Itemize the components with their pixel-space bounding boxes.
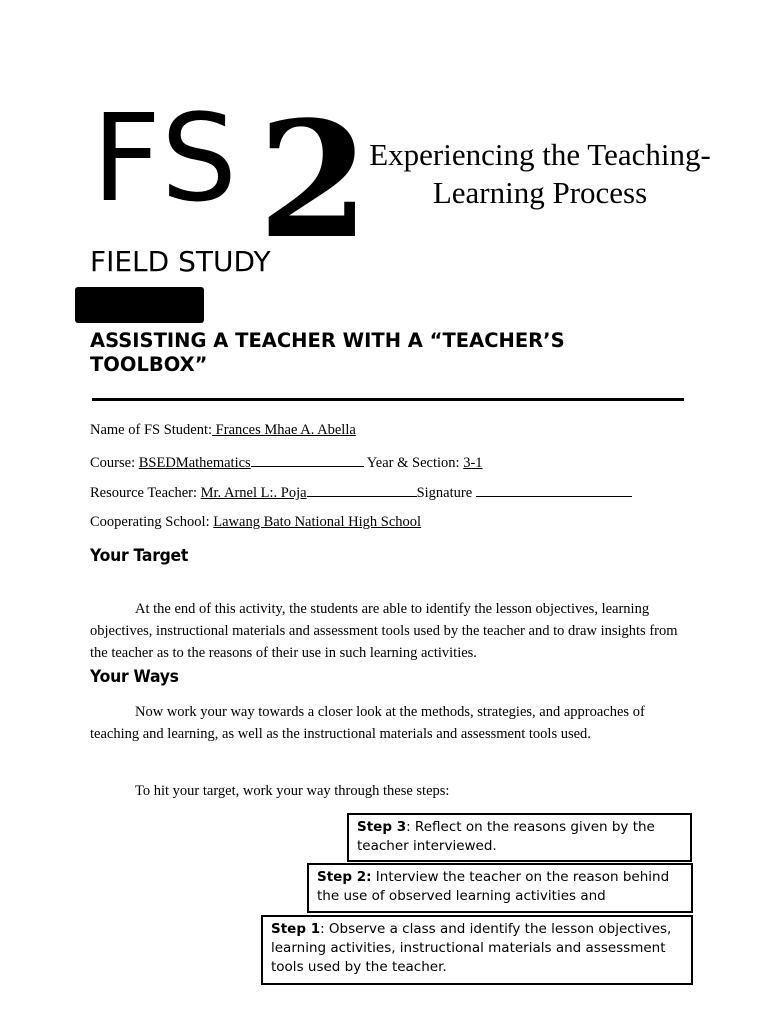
step-1-text: : Observe a class and identify the lesson objectives, learning activities, instructional materials and assessment tools used by the teacher. (271, 921, 672, 975)
year-section-value: 3-1 (463, 455, 483, 471)
step-3-text: : Reflect on the reasons given by the teacher interviewed. (357, 819, 655, 854)
teacher-fill-line (307, 482, 417, 497)
steps-intro: To hit your target, work your way through these steps: (135, 783, 450, 799)
student-label: Name of FS Student: (90, 422, 213, 438)
field-study-label: FIELD STUDY (90, 245, 271, 278)
course-label: Course: (90, 455, 136, 471)
step-1-label: Step 1 (271, 921, 321, 937)
redaction-bar (75, 287, 204, 323)
your-ways-heading: Your Ways (90, 667, 179, 687)
your-ways-text: Now work your way towards a closer look at the methods, strategies, and approaches of teaching and learning, as well as the instructional materials and assessment tools used. (90, 704, 645, 742)
title-divider (92, 398, 684, 401)
fs-logo-text: FS (92, 90, 240, 229)
signature-line (476, 482, 632, 497)
episode-title: ASSISTING A TEACHER WITH A “TEACHER’S TOOLBOX” (90, 329, 565, 376)
teacher-row (90, 482, 632, 502)
step-2-box (307, 863, 693, 913)
step-1-box (261, 915, 693, 985)
step-3-box (347, 813, 692, 862)
school-value: Lawang Bato National High School (213, 514, 422, 530)
step-2-label: Step 2: (317, 869, 372, 885)
course-fill-line (251, 452, 364, 467)
school-label: Cooperating School: (90, 514, 210, 530)
student-row (90, 421, 356, 439)
step-2-text: Interview the teacher on the reason behind the use of observed learning activities and (317, 869, 670, 904)
your-target-heading: Your Target (90, 546, 189, 566)
year-section-label: Year & Section: (363, 455, 460, 471)
school-row (90, 513, 421, 531)
course-number: 2 (258, 86, 370, 274)
course-value: BSEDMathematics (138, 455, 251, 471)
your-target-text: At the end of this activity, the students are able to identify the lesson objectives, learning objectives, instructional materials and assessment tools used by the teacher and to draw insights from the teacher as to the reasons of their use in such learning activities. (90, 601, 678, 661)
step-3-label: Step 3 (357, 819, 407, 835)
signature-label: Signature (416, 485, 473, 501)
resource-teacher-value: Mr. Arnel L:. Poja (200, 485, 307, 501)
resource-teacher-label: Resource Teacher: (90, 485, 198, 501)
student-name: Frances Mhae A. Abella (212, 422, 356, 438)
course-row (90, 452, 483, 472)
field-study-banner (90, 242, 271, 282)
course-subtitle: Experiencing the Teaching-Learning Process (369, 137, 711, 210)
